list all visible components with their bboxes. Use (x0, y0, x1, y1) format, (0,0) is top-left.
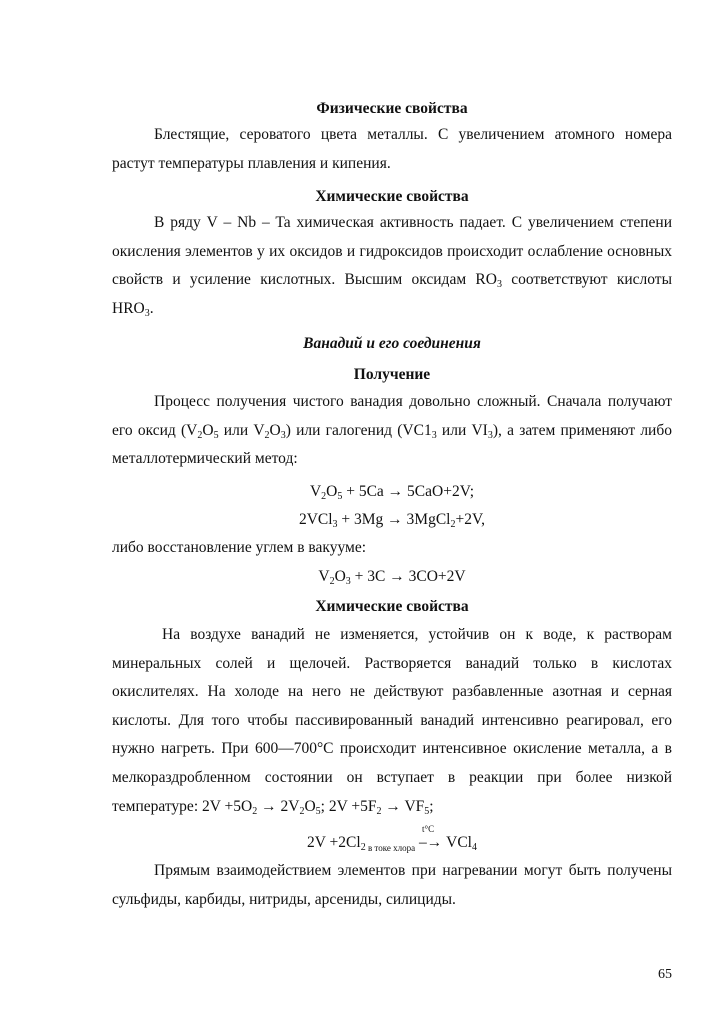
prod-sub-3: 2 (264, 429, 270, 441)
chem-text-b: соответствуют кислоты HRO (112, 271, 672, 317)
prod-sub-6: 3 (487, 429, 493, 441)
heading-physical-properties: Физические свойства (316, 100, 468, 117)
heading-chemical-properties-2: Химические свойства (315, 598, 469, 615)
eq2-s1: 3 (332, 519, 338, 530)
chem-text-a: В ряду V – Nb – Ta химическая активность падает. С увеличением степени окисления элементов у их оксидов и гидроксидов происходит ослабление основных свойств и усиление кислотных. Высшим оксидам RO (112, 214, 672, 289)
chem-p1-f: ; (429, 797, 434, 815)
eq4-s2: 4 (471, 842, 477, 853)
eq3-a: V (318, 568, 330, 585)
eq4-s1: 2 (360, 842, 366, 853)
chem-p1-c: O (304, 797, 316, 815)
eq4-a: 2V +2Cl (307, 834, 361, 851)
equation-vcl3-mg (112, 510, 672, 530)
paragraph-physical-properties (112, 121, 672, 178)
eq4-condition: в токе хлора (365, 843, 416, 853)
sub-ro3: 3 (496, 279, 502, 291)
sub-hro3: 3 (144, 307, 150, 319)
equation-v2o3-c (112, 567, 672, 587)
paragraph-production (112, 388, 672, 474)
heading-chemical-properties-1: Химические свойства (315, 188, 469, 205)
chem-p1-b: → 2V (257, 797, 300, 815)
eq3-b: O (334, 568, 346, 585)
eq2-s2: 2 (450, 519, 456, 530)
prod-sub-1: 2 (197, 429, 203, 441)
chem-p1-s5: 5 (424, 805, 430, 817)
eq2-a: 2VCl (298, 511, 333, 528)
carbon-reduction-text: либо восстановление углем в вакууме: (112, 539, 367, 556)
chem-p1-e: → VF (381, 797, 425, 815)
eq1-s2: 5 (337, 491, 343, 502)
paragraph-chemical-properties-2 (112, 621, 672, 821)
eq4-b: VCl (442, 834, 472, 851)
page-number: 65 (658, 967, 672, 982)
equation-v-cl2 (112, 824, 672, 853)
prod-text-2: O (202, 421, 214, 439)
eq1-s1: 2 (321, 491, 327, 502)
prod-text-1: Процесс получения чистого ванадия довольно сложный. Сначала получают его оксид (V (112, 393, 672, 439)
chem-p1-s1: 2 (252, 805, 258, 817)
heading-vanadium: Ванадий и его соединения (303, 335, 481, 352)
chem-p1-d: ; 2V +5F (320, 797, 377, 815)
eq3-s2: 3 (345, 576, 351, 587)
eq1-a: V (309, 483, 322, 500)
eq2-b: + 3Mg → 3MgCl (337, 511, 451, 528)
prod-text-3: или V (218, 421, 265, 439)
eq3-c: + 3C → 3CO+2V (350, 568, 466, 585)
prod-text-5: ) или галогенид (VC1 (285, 421, 432, 439)
paragraph-chemical-properties-1 (112, 209, 672, 323)
heading-production: Получение (353, 366, 431, 383)
prod-text-7: ), а затем применяют либо металлотермический метод: (112, 421, 672, 468)
chem-p1-text: На воздухе ванадий не изменяется, устойчив он к воде, к растворам минеральных солей и щелочей. Растворяется ванадий только в кислотах окислителях. На холоде на него не действуют разбавленные азотная и серная кислоты. Для того чтобы пассивированный ванадий интенсивно реагировал, его нужно нагреть. При 600—700°С происходит интенсивное окисление металла, а в мелкораздробленном состоянии он вступает в реакции при более низкой температуре: 2V +5O (112, 626, 672, 815)
chem-text-c: . (149, 299, 154, 317)
heat-arrow (419, 824, 443, 853)
chem-p1-s4: 2 (376, 805, 382, 817)
paragraph-direct-interaction (112, 857, 672, 914)
physical-properties-text: Блестящие, сероватого цвета металлы. С увеличением атомного номера растут температуры плавления и кипения. (112, 126, 672, 172)
prod-text-4: O (269, 421, 281, 439)
eq2-c: +2V, (455, 511, 486, 528)
heat-arrow-symbol: –→ (419, 834, 443, 851)
prod-sub-2: 5 (213, 429, 219, 441)
chem-p1-s3: 5 (315, 805, 321, 817)
heat-arrow-label: t°C (422, 824, 435, 834)
equation-v2o5-ca (112, 482, 672, 502)
eq1-b: O (326, 483, 338, 500)
prod-sub-5: 3 (431, 429, 437, 441)
chem-p1-s2: 2 (299, 805, 305, 817)
direct-interaction-text: Прямым взаимодействием элементов при нагревании могут быть получены сульфиды, карбиды, нитриды, арсениды, силициды. (112, 862, 672, 908)
eq1-c: + 5Ca → 5CaO+2V; (342, 483, 475, 500)
prod-text-6: или VI (436, 421, 488, 439)
prod-sub-4: 3 (280, 429, 286, 441)
eq3-s1: 2 (329, 576, 335, 587)
